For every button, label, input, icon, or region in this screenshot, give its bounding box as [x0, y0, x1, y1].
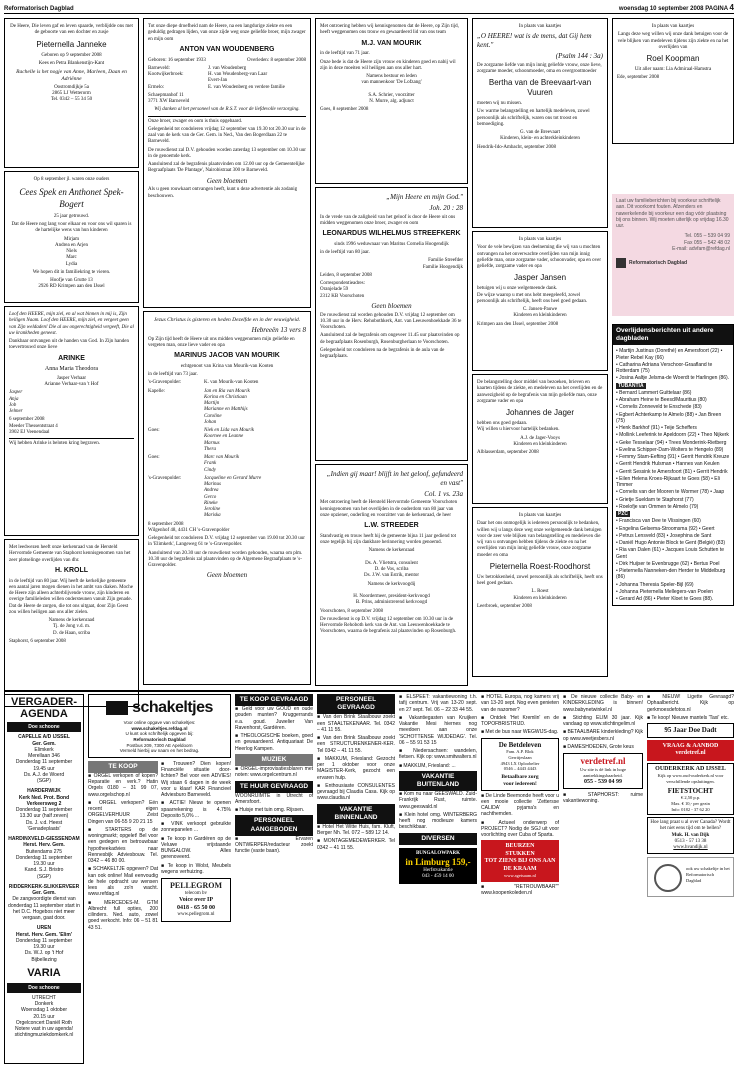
column-4 — [472, 18, 608, 677]
schakeltjes-header: schakeltjes Voor online opgave van schakeltjes: www.schakeltjes.refdag.nl U kunt ook schriftelijk opgeven bij: Reformatorisch Dagblad Postbus 209, 7300 AE Apeldoorn Vermeld hierbij uw naam en het bedrag. — [88, 694, 231, 758]
thanks-van-de-breevaart: In plaats van kaartjes „O HEERE! wat is de mens, dat Gij hem kent." (Psalm 144 : 3a) De zorgzame liefde van mijn innig geliefde vrouw, onze lieve, zorgzame moeder, schoonmoeder, oma en overgrootmoeder Bertha van de Breevaart-van Vuuren moeten wij nu missen. Uw warme belangstelling en hartelijk medeleven, zowel persoonlijk als schriftelijk, waren ons tot troost en bemoediging. G. van de Breevaart Kinderen, klein- en achterkleinkinderen Hendrik-Ido-Ambacht, september 2008 — [472, 18, 608, 228]
family-ads-info: Laat uw familieberichten bij voorkeur schriftelijk aan. Dit voorkomt fouten. Afzenders en nawerkelende bij voorkeur een dag vóór plaatsing bij ons binnen. Wij moeten uiterlijk op vrijdag 16.30 uur. Tel. 055 – 539 04 99 Fax 055 – 542 48 02 E-mail: advfam@refdag.nl Reformatorisch Dagblad — [612, 194, 734, 316]
canada-ad: Hoe lang praat u al over Canada? Wordt het niet eens tijd om te bellen? Muk. H. van Dijk 0513 - 57 13 38 www.hvandijk.nl — [647, 817, 734, 854]
classified-col-c: PERSONEEL GEVRAAGD ■ Van den Brink Staalbouw zoekt een STAALTEKENAAR. Tel. 0342 – 41 11 55. ■ Van den Brink Staalbouw zoekt een STRUCTURENKENER-KER. Tel 0342 – 41 11 55. ■ MAKKUM, Friesland: Gezocht per 1 oktober voor onze MAGISTER-Kerk, gezocht een ervaren hulp. ■ Enthousiaste CONSULENTES gevraagd bij Claudia Casa. Kijk op www.claudia.nl VAKANTIE BINNENLAND ■ Hotel Het Witte Huis, fam. Kluft, Berger Nh. Tel. 072 – 589 12 14. ■ MONTAGEMEDEWERKER. Tel 0342 – 41 11 55. — [317, 696, 395, 851]
rd-logo-icon — [616, 258, 626, 268]
classified-col-b: TE KOOP GEVRAAGD ■ Geld voor uw GOUD en oude gouden munten? Kruggerrands e.a. goud. Juwelier Van Ravenhorst, Gardéren. ■ THEOLOGISCHE boeken, goed en gewaardeerd. Antiquariaat De Heerlog Kampen. MUZIEK ■ ORGEL-improvisatiesblaren met noten: www.orgelcentrum.nl TE HUUR GEVRAAGD WOONRUIMTE in Utrecht of Amersfoort. ■ Huisje met tuin omg. Rijssen. PERSONEEL AANGEBODEN ■ Ervaren ONTWERPER/redacteur zoekt functie (vaste baan). — [235, 696, 313, 855]
classified-col-d: ■ ELSPEET: vakantiewoning t.h. tafij centrum. Vrij van 13-20 sept. en 27 sept. Tel. 06 – 22 33 44 55. ■ Vakantiegasten van Kruijken Vakantie Mesi hiernes nog meedoen aan onze 'SCHOTTENSE WIJDEDAG'. Tel. 06 – 55 91 53 15 ■ Niedersachsen: wandelen, fietsen. Kijk op: www.smitwalters.nl ■ MAKKUM, Friesland: ... VAKANTIE BUITENLAND ■ Kom nu naar GEESWALD. Zuid-Frankrijk Rust, ruimte. www.geeswald.nl ■ Klein hotel omg. WINTERBERG heeft nog modieuze kamers beschikbaar. DIVERSEN BUNGALOWPARK in Limburg 159,- Herfstvakantie 043 - 459 14 00 — [399, 694, 477, 884]
page-header — [4, 4, 734, 14]
birth-announcement: De Heere, Die leven gaf en leven spaarde, verblijdde ons met de geboorte van een dochter en zusje Pieternella Janneke Geboren op 9 september 2008 Kees en Petra Blankenstijn-Kant Rachelle is het nogje van Anne, Marleen, Daan en Adriënne Oostromdijkje 5a 2865 LJ Wetterorm Tel. 0342 – 55 34 50 — [4, 18, 139, 168]
thanks-de-jager: De belangstelling door middel van bezoeken, brieven en kaarten tijdens de ziekte, en medeleven na het overlijden en de aanwezigheid op de begrafenis van mijn geliefde man, onze zorgzame vader en opa Johannes de Jager hebben ons goed gedaan. Wij willen u hiervoor hartelijk bedanken. A.J. de Jager-Vooys Kinderen en kleinkinderen Alblasserdam, september 2008 — [472, 374, 608, 504]
deaths-list: • Martijn Justinus (Dorethé) en Amersfoort (22) • Pieter Rebel Kay (66) • Catharina Adriana Verschoor-Graafland te Rotterdam (75) • Josina Aaltje Jelsma-de Woerdt te Harlingen (86). TUBANTIA • Bernard Lammert Guittelaar (86) • Abraham Heine te Beesd/Mauritius (80) • Cornelis Zonneveld te Enschede (83) • Egbert Achterkamp te Almelo (88) • Jan Breen (75) • Henk Barkhof (91) • Teije Scheffers • Mollink Leeferink te Apeldoorn (22) • Theo Nijkerk • Geke Tesselaar (94) • Trees Monderink-Rietberg • Evelina Schipper-Dam-Wolters te Hengelo (89) • Femmy Stam-Eefting (91) • Gerrit Hendrik Kreuze • Gerrit Hendrik Hulsman • Hannes van Keulen • Gerrit Sessink te Amersfoort (81) • Gerrit Hendrik • Eilen Helena Kroes-Rijkaart te Goes (58) • Eli Timmer • Cornelis van der Mooren te Wormer (78) • Jaap • Grietje Sueldam te Staphorst (77) • Roelofje van Ommen te Almelo (79) PZC • Francisca van Dee te Vlissingen (60) • Engelina Gelsema-Stroomsma (92) • Geert • Petrus Lensveld (83) • Josephina de Sant • Daniël Hugo Antonie Block te Gent (Belgié) (83) • Ria van Dalen (61) • Jacques Louis Schutten te Gent • Dirk Huijser te Evenbrugge (62) • Bertus Poel • Pieternella Nanneken-den Herder te Middelburg (86) • Johanna Theresia Speler-Bijl (69) • Johanna Pieternella Mellegers-van Poelen • Gerard Ad (86) • Pieter Kloet te Goes (88). — [616, 348, 730, 602]
spiral-icon — [654, 864, 682, 892]
meeting-agenda: VERGADER-AGENDA Doe schoone CAPELLE A/D IJSSEL Ger. Gem. Elimkerk Merellaan 346 Donderdag 11 september 19.45 uur Ds. A.J. de Woerd (SGP) HARDERWIJK Kerk Ned. Prot. Bond Verkeersweg 2 Donderdag 11 september 13.30 uur (half zeven) Ds. J. v.d. Heest 'Genadeplaats' HARDINXVELD-GIESSENDAM Herst. Herv. Gem. Buitendams 275 Donderdag 11 september 19.30 uur Kand. S.J. Bristro (SGP) RIDDERKERK-SLIKKERVEER Ger. Gem. De zangvoordigte dienst van donderdag 11 september start in het D.C. Hogebos niet meer vergaan, gaat door. UREN Herst. Herv. Gem. 'Elim' Donderdag 11 september 19.30 uur Ds. W.J. op 't Hof Bijbellezing VARIA Doe schoone UTRECHT Donkerk Woensdag 1 oktober 20.15 uur Orgelconcert Daniël Roth Notere vast in uw agenda! stichtingmuziekdomkerk.nl — [4, 694, 84, 1064]
schakel-logo-icon — [106, 701, 128, 715]
paper-name: Reformatorisch Dagblad — [4, 5, 74, 12]
verdetref-link[interactable]: verdetref.nl — [580, 756, 626, 766]
ouderkerk-ad: OUDERKERK AD IJSSEL Kijk op www.oud-ouderkerk.nl voor verschillende opsluitingen. FIETSTOCHT € 2,50 p.p. Max. € 10,- per gezin Info: 0182 - 37 62 20 — [647, 763, 734, 815]
classified-col-e: ■ HOTEL Europa, nog kamers vrij van 13-20 sept. Nog even genieten van de nazomer? ■ Ontdek 'Het Kremlin' en de TOPOFBRISTRIJD. ■ Met de bus naar WEGWIJS-dag. De Betdeleven Fam. A.P. Blok Gerritjeslaan 4943 LX Oploobelier 0546 – 4443 4443 Betaalbare zorg voor iedereen! ■ De Linde Beemonde heeft voor u een mooie collectie 'Zettersse CALIDA' pyjama's en nachthemden. ■ Actueel onderwerp of PROJECT? Nodig de SGJ uit voor voorlichting over Cuba of Sparta. BEURZEN STUKKEN TOT ZIENS BIJ ONS AAN DE KRAAM www.agetsaam.nl ■ "RETROUWBAAR"" www.koopenkoleden.nl — [481, 694, 559, 897]
schakel-online-link[interactable]: www.schakeltjes.refdag.nl — [131, 725, 188, 731]
schakel-illustration: ook uw schakeltje in het Reformatorisch Dagblad — [647, 857, 734, 897]
thanks-roest: In plaats van kaartjes Daar het ons onmogelijk is iedereen persoonlijk te bedanken, willen wij u langs deze weg onze welgemeende dank betuigen voor de zeer vele blijken van belangstelling en medeleven die wij van u ontvangen hebben tijdens de ziekte en na het overlijden van mijn innig geliefde vrouw, onze zorgzame moeder en oma Pieternella Roest-Roodhorst Uw betrokkenheid, zowel persoonlijk als schriftelijk, heeft ons heel goed gedaan. L. Roest Kinderen en kleinkinderen Leerbroek, september 2008 — [472, 507, 608, 677]
te-koop-column: TE KOOP ■ ORGEL verkopen of kopen? Reparatie en verk.? Hatin Orgels 0180 – 31 99 07, www.orgelschop.nl ■ ORGEL verkopen? Eén recent eigen ORGELVERHUUR Zeist Dingen van 06-55 9 20 21 15 ■ STARTERS op de woningmarkt; opgelet! Bel voor een gedegen en betrouwbaar hypotheekadvies naar Rennesbijk Adviesbouw. Tel. 0342 – 46 80 00. ■ SCHAKELTJE opgeven? Dat kan ook online! Mail eenvoudig de hele opdracht uw wensen lees als zo'n wacht. www.refdag.nl ■ MERCEDES-M. GTM Albrecht full opties, 200 cilinders. Ned. auto, zowel goed verkocht. Info: 06 – 51 81 43 51. — [88, 762, 158, 931]
page-date: woensdag 10 september 2008 PAGINA 4 — [618, 2, 734, 12]
classified-col-g: ■ NIEUW! Ligette Gevraagd? Ophaalbericht. Kijk op gerkmoesdefotos.nl ■ Te koop! Nieuwe mantels 'Taxi' etc. 95 Jaar Doe Dadt VRAAG & AANBOD verdetref.nl OUDERKERK AD IJSSEL Kijk op www.oud-ouderkerk.nl voor verschillende opsluitingen. FIETSTOCHT € 2,50 p.p. Max. € 10,- per gezin Info: 0182 - 37 62 20 Hoe lang praat u al over Canada? Wordt het niet eens tijd om te bellen? Muk. H. van Dijk 0513 - 57 13 38 www.hvandijk.nl ook uw schakeltje in het Reformatorisch Dagblad — [647, 694, 734, 897]
limburg-ad: BUNGALOWPARK in Limburg 159,- Herfstvakantie 043 - 459 14 00 — [399, 848, 477, 884]
anniversary-announcement: Op 8 september jl. waren onze ouders Cees Spek en Anthonet Spek-Bogert 25 jaar getrouwd. Dat de Heere nog lang voor elkaar en voor ons wil sparen is de hartelijke wens van hun kinderen Mirjam Andrea en Arjen Niels Marc Lydia We hopen dit in familiekring te vieren. Hoofje van Grutte 13 2926 RD Krimpen aan den IJssel — [4, 171, 139, 303]
schakeltjes-block — [88, 694, 231, 1064]
death-notice-streefkerk: „Mijn Heere en mijn God." Joh. 20 : 28 In de vrede van de zaligheid van het geloof is door de Heere uit ons midden weggenomen onze broer, zwager en oom LEONARDUS WILHELMUS STREEFKERK sinds 1996 weduwnaar van Maritus Cornelia Hoogendijk in de leeftijd van 80 jaar. Familie Streefder Familie Hoogendijk Leiden, 8 september 2008 Correspondentieadres: Oranjelade 59 2312 KB Voorschoten Geen bloemen De rouwdienst zal worden gehouden D.V. vrijdag 12 september om 10.30 uur in de Herv. Rehobothkerk, Ant. van Leeuwenhoekkade 36 te Voorschoten. Aansluitend zal de begrafenis om ongeveer 11.45 uur plaatsvinden op de begraafplaats Rosenburgh, Rosenburgherlaan te Voorschoten. Gelegenheid tot condoleren na de begrafenis in de aula van de begraafplaats. — [315, 187, 468, 461]
death-notice-van-mourik: Jezus Christus is gisteren en heden Dezelfde en in der eeuwigheid. Hebreeën 13 vers 8 Op Zijn tijd heeft de Heere uit ons midden weggenomen mijn geliefde en vergeten man, onze lieve vader en opa MARINUS JACOB VAN MOURIK echtgenoot van Krina van Mourik-van Kooten in de leeftijd van 73 jaar. 's-Gravenpolder: K. van Mourik-van Kooten Kapelle: Jan en Ria van Mourik Korina en Christiaan Martijn Marianne en Matthijs Caroline Johan Goes: Niek en Lida van Mourik Koornee en Leanne Marnus Thera Goes: Marc van Mourik Frank Cindy 's-Gravenpolder: Jacqueline en Gerard Murre Marinus Andrea Gerco Rineke Jeroline Mariska 8 september 2008 Wilgenhof 48, 4431 CH 's-Gravenpolder Gelegenheid tot condoleren D.V. vrijdag 12 september van 19.00 tot 20.30 uur in 'Elimkerk', Langeweg 61 te 's-Gravenpolder. Aansluitend van 20.30 uur de rouwdienst worden gehouden, waarna om plm. 10.30 uur de begrafenis zal plaatsvinden op de Algemene Begraafplaats te 's-Gravenpolder. Geen bloemen — [143, 311, 311, 685]
betdeleven-ad: De Betdeleven Fam. A.P. Blok Gerritjeslaan 4943 LX Oploobelier 0546 – 4443 4443 Betaalbare zorg voor iedereen! — [481, 738, 559, 791]
death-notice-van-woudenberg: Tot onze diepe droefheid nam de Heere, na een langdurige ziekte en een geduldig gedragen lijden, van onze zijde weg onze geliefde broer, mijn zwager en mijn oom ANTON VAN WOUDENBERG Geboren: 16 september 1933 Overleden: 8 september 2008 Barneveld: J. van Woudenberg Kootwijkerbroek: H. van Woudenberg-van Laar Evert-Jan Ermelo: E. van Woudenberg en verdere familie Schaepmanhof 11 3771 XW Barneveld Wij danken al het personeel van de R.S.T. voor de liefdevolle verzorging. Onze broer, zwager en oom is thuis opgebaard. Gelegenheid tot condoleren vrijdag 12 september van 19.30 tot 20.30 uur in de zaal van de kerk van de Ger. Gem. in Ned., Van den Bogerdlaan 22 te Barneveld. De rouwdienst zal D.V. gehouden worden zaterdag 13 september om 10.30 uur in de genoemde kerk. Aansluitend zal de begrafenis plaatsvinden om 12.00 uur op de Gemeentelijke Begraafplaats 'De Plantage', Nairobistraat 300 te Barneveld. Geen bloemen Als u geen rouwkaart ontvangen heeft, kunt u deze advertentie als zodanig beschouwen. — [143, 18, 311, 308]
vraag-aanbod-ad: VRAAG & AANBOD verdetref.nl — [647, 740, 734, 761]
death-notice-mj-van-mourik: Met ontroering hebben wij kennisgenomen dat de Heere, op Zijn tijd, heeft weggenomen ons trouw en gewaardeerd lid van ons team M.J. VAN MOURIK in de leeftijd van 71 jaar. Onze bede is dat de Heere zijn vrouw en kinderen goed en nabij wil zijn in deze moeiten wil heiligen aan ons aller hart. Namens bestuur en leden van mannenkoor 'De Lofzang' S.A. Schrier, voorzitter N. Murre, alg. adjunct Goes, 8 september 2008 — [315, 18, 468, 184]
column-2 — [143, 18, 311, 685]
kraam-ad: BEURZEN STUKKEN TOT ZIENS BIJ ONS AAN DE KRAAM www.agetsaam.nl — [481, 840, 559, 882]
other-papers-deaths: Overlijdensberichten uit andere dagbladen • Martijn Justinus (Dorethé) en Amersfoort (22) • Pieter Rebel Kay (66) • Catharina Adriana Verschoor-Graafland te Rotterdam (75) • Josina Aaltje Jelsma-de Woerdt te Harlingen (86). TUBANTIA • Bernard Lammert Guittelaar (86) • Abraham Heine te Beesd/Mauritius (80) • Cornelis Zonneveld te Enschede (83) • Egbert Achterkamp te Almelo (88) • Jan Breen (75) • Henk Barkhof (91) • Teije Scheffers • Mollink Leeferink te Apeldoorn (22) • Theo Nijkerk • Geke Tesselaar (94) • Trees Monderink-Rietberg • Evelina Schipper-Dam-Wolters te Hengelo (89) • Femmy Stam-Eefting (91) • Gerrit Hendrik Kreuze • Gerrit Hendrik Hulsman • Hannes van Keulen • Gerrit Sessink te Amersfoort (81) • Gerrit Hendrik • Eilen Helena Kroes-Rijkaart te Goes (58) • Eli Timmer • Cornelis van der Mooren te Wormer (78) • Jaap • Grietje Sueldam te Staphorst (77) • Roelofje van Ommen te Almelo (79) PZC • Francisca van Dee te Vlissingen (60) • Engelina Gelsema-Stroomsma (92) • Geert • Petrus Lensveld (83) • Josephina de Sant • Daniël Hugo Antonie Block te Gent (Belgié) (83) • Ria van Dalen (61) • Jacques Louis Schutten te Gent • Dirk Huijser te Evenbrugge (62) • Bertus Poel • Pieternella Nanneken-den Herder te Middelburg (86) • Johanna Theresia Speler-Bijl (69) • Johanna Pieternella Mellegers-van Poelen • Gerard Ad (86) • Pieter Kloet te Goes (88). — [612, 324, 734, 606]
thanks-jansen: In plaats van kaartjes Voor de vele bewijzen van deelneming die wij van u mochten ontvangen na het onverwachte overlijden van mijn innig geliefde man, onze zorgzame vader, schoonvader, opa en over geliefde, zorgzame vader en opa Jasper Jansen betuigen wij u onze welgemeende dank. De wijze waarop u met ons hebt meegeleefd, zowel persoonlijk als schriftelijk, heeft ons heel goed gedaan. C. Jansen-Pauwe Kinderen en kleinkinderen Krimpen aan den IJssel, september 2008 — [472, 231, 608, 371]
death-notice-streeder: „Indien gij maar! blijft in het geloof, gefundeerd en vast" Col. 1 vs. 23a Met ontroering heeft de Hersteld Hervormde Gemeente Voorschoten kennisgenomen van het overlijden in de ouderdom van 80 jaar van onze opziener, ouderling en voorzitter van de kerkenraad, de heer L.W. STREEDER Standvastig en trouw heeft hij de gemeente bijna 11 jaar gediend tot onze tegelijk bij zijn dankbare herinnering worden genoemd. Namens de kerkenraad Ds. A. Vlietstra, consulent D. de Vos, scriba Ds. J.W. van Estrik, mentor Namens de kerkvoogdij H. Noordermeer, president-kerkvoogd B. Prins, administrerend kerkvoogd Voorschoten, 8 september 2008 De rouwdienst is op D.V. vrijdag 12 september om 10.30 uur in de Hervormde Rehoboth kerk van de Ant. van Leeuwenhoekkade te Voorschoten, waarna de begrafenis zal plaatsvinden op Rosenburgh. — [315, 464, 468, 686]
thanks-koopman: In plaats van kaartjes Langs deze weg willen wij onze dank betuigen voor de vele blijken van medeleven tijdens zijn ziekte en na het overlijden van Roel Koopman Uit aller naam: Lia Admiraal-Hamstra Ede, september 2008 — [612, 18, 734, 144]
classifieds-section — [4, 690, 734, 1064]
classified-col-f: ■ De nieuwe collectie Baby- en KINDERKLEDING is binnen! www.babynetwinkel.nl ■ Stichting ELIM 30 jaar. Kijk vandaag op www.stichtingelim.nl ■ BETAALBARE kinderkleding? Kijk op www.weetjesbers.nl ■ DAMESHOEDEN, Grote keus verdetref.nl Uw site is dé link in hoge aantrekkingsbaarheid. 055 - 539 04 99 ■ STAPHORST: ruime vakantiewoning. — [563, 694, 643, 805]
column-3 — [315, 18, 468, 686]
death-notice-kroll: Met leedwezen heeft onze kerkenraad van de Hersteld Hervormde Gemeente van Staphorst kennisgenomen van het zeer plotselinge overlijden van dhr. H. KROLL in de leeftijd van 80 jaar. Wij heeft de kerkelijke gemeente een aantal jaren mogen dienen in het ambt van diaken. Moche de Heere zijn alleen achterblijvende vrouw, zijn kinderen en overige familieleden willen ondersteunen vanuit Zijn genade. Dat de Heere de zorgen, die tot ons uitgaat, door Zijn Geest zou willen heiligen aan ons aller zielen. Namens de kerkenraad Tj. de Jong v.d. m. D. de Haan, scriba Staphorst, 6 september 2008 — [4, 539, 139, 707]
jaren-ad: 95 Jaar Doe Dadt — [647, 723, 734, 738]
pellegrom-ad: PELLEGROM telecom bv Voice over IP 0418 - 65 50 00 www.pellegrom.nl — [161, 878, 231, 922]
column-5 — [612, 18, 734, 606]
death-notice-arinke: Loof den HEERE, mijn ziel, en al wat binnen in mij is, Zijn heiligen Naam. Loof den HEERE, mijn ziel, en vergeet geen van Zijn weldaden! Die al uw ongerechtigheid vergeeft, Die al uw krankheden geneest. Dankbaar ontvangen uit de handen van God. In Zijn handen toevertrouwd onze lieve ARINKE Anna Maria Theodora Jasper Verhaar Arianne Verhaar-van 't Hof Jasper Anja Job Jelmer 6 september 2008 Meeder Thessentstraat 4 3902 EJ Veenendaal Wij hebben Arinke is beloten kring begraven. — [4, 306, 139, 536]
canada-link[interactable]: www.hvandijk.nl — [673, 845, 708, 851]
column-1 — [4, 18, 139, 707]
te-koop-column-2: ■ Trouwen? Dien kopen! Financiële situatie door- lichten? Bel voor een ADVIES! Wij staan 6 dagen in de week voor u klaar! KAR Financieel Adviesburo Barneveld. ■ ACTIE! Nieuw te openen spaarrekening is 4.75% Deposito 5,0% ... ■ VINK verkoopt gebruikte zonnepanelen ... ■ Te koop in Gardéren op de Veluwe vrijstaande BUNGALOW. Alles gerenoveerd. ■ Te koop in Wolst, Meubels wegens verhuizing. PELLEGROM telecom bv Voice over IP 0418 - 65 50 00 www.pellegrom.nl — [161, 761, 231, 933]
verdetref-ad: verdetref.nl Uw site is dé link in hoge aantrekkingsbaarheid. 055 - 539 04 99 — [563, 753, 643, 789]
